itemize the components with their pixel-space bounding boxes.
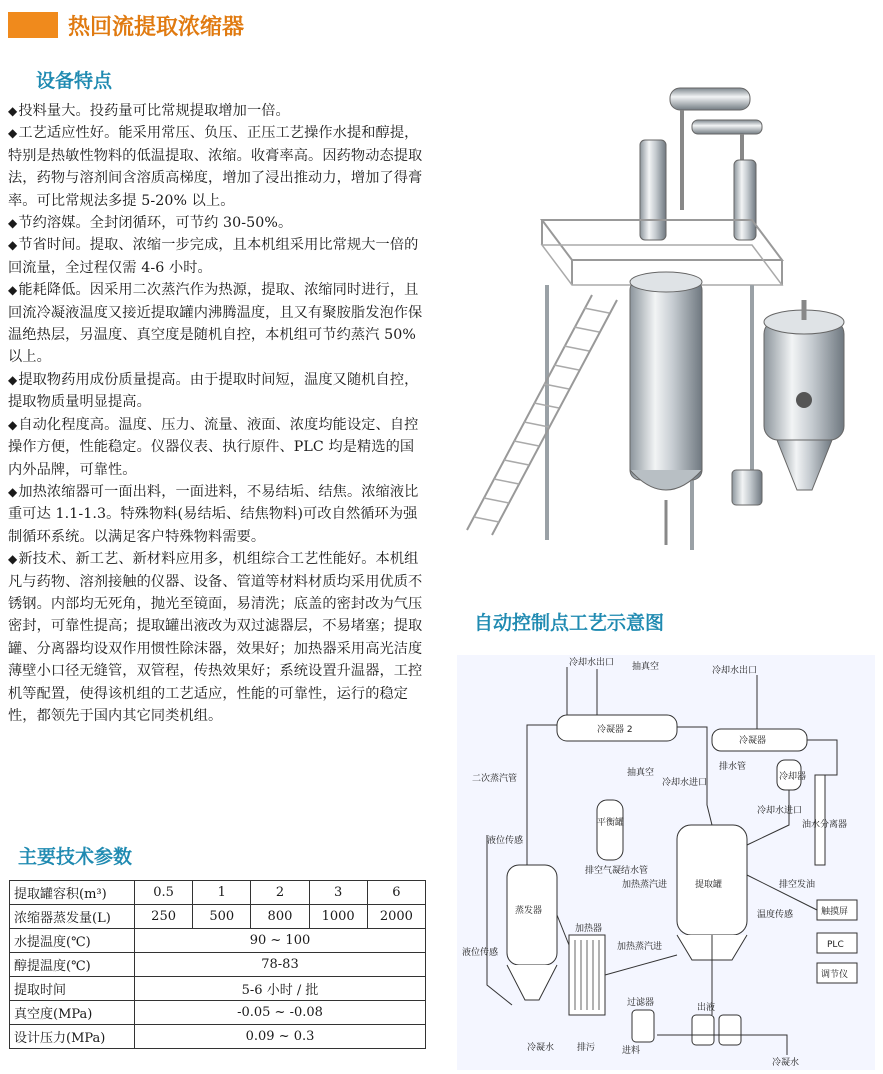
feature-item: ◆ 加热浓缩器可一面出料，一面进料，不易结垢、结焦。浓缩液比重可达 1.1-1.3。特殊物料(易结垢、结焦物料)可改自然循环为强制循环系统。以满足客户特殊物料需要。 xyxy=(8,481,426,548)
diagram-label: 二次蒸汽管 xyxy=(472,774,518,784)
param-value: 500 xyxy=(193,905,251,929)
diagram-label: 冷凝水 xyxy=(527,1043,555,1053)
features-list xyxy=(8,100,426,727)
param-value: 1000 xyxy=(309,905,367,929)
diagram-label: 冷却水进口 xyxy=(757,806,803,816)
param-value: 90 ~ 100 xyxy=(135,929,426,953)
feature-item: ◆ 能耗降低。因采用二次蒸汽作为热源，提取、浓缩同时进行，且回流冷凝液温度又接近提取罐内沸腾温度，且又有聚胺脂发泡作保温绝热层，另温度、真空度是随机自控，本机组可节约蒸汽 50% 以上。 xyxy=(8,279,426,369)
diagram-label: 冷却器 xyxy=(779,772,807,782)
diagram-label: 排空发油 xyxy=(779,880,816,890)
param-label: 提取时间 xyxy=(10,977,135,1001)
table-row xyxy=(10,1001,426,1025)
feature-item: ◆ 节省时间。提取、浓缩一步完成，且本机组采用比常规大一倍的回流量，全过程仅需 4-6 小时。 xyxy=(8,234,426,279)
feature-item: ◆ 节约溶媒。全封闭循环，可节约 30-50%。 xyxy=(8,212,426,234)
param-value: 5-6 小时 / 批 xyxy=(135,977,426,1001)
process-diagram xyxy=(457,655,875,1070)
features-heading: 设备特点 xyxy=(36,70,113,92)
param-value: 2000 xyxy=(367,905,425,929)
param-value: 3 xyxy=(309,881,367,905)
diagram-label: 排污 xyxy=(577,1043,596,1053)
param-label: 真空度(MPa) xyxy=(10,1001,135,1025)
param-value: 0.09 ~ 0.3 xyxy=(135,1025,426,1049)
table-row xyxy=(10,905,426,929)
param-label: 水提温度(℃) xyxy=(10,929,135,953)
table-row xyxy=(10,929,426,953)
diagram-label: 出液 xyxy=(697,1003,716,1013)
diagram-label: 进料 xyxy=(622,1046,641,1056)
diagram-label: 抽真空 xyxy=(632,662,660,672)
table-row xyxy=(10,953,426,977)
diagram-label: PLC xyxy=(827,940,844,950)
diagram-label: 冷凝器 2 xyxy=(597,725,633,735)
param-label: 提取罐容积(m³) xyxy=(10,881,135,905)
param-value: 6 xyxy=(367,881,425,905)
param-label: 浓缩器蒸发量(L) xyxy=(10,905,135,929)
diagram-label: 抽真空 xyxy=(627,768,655,778)
diagram-label: 过滤器 xyxy=(627,998,655,1008)
diagram-label: 加热蒸汽进 xyxy=(617,942,663,952)
feature-item: ◆ 投料量大。投药量可比常规提取增加一倍。 xyxy=(8,100,426,122)
diagram-label: 冷却水出口 xyxy=(569,658,615,668)
param-value: 1 xyxy=(193,881,251,905)
page-header xyxy=(8,10,244,40)
feature-item: ◆ 新技术、新工艺、新材料应用多，机组综合工艺性能好。本机组凡与药物、溶剂接触的仪器、设备、管道等材料材质均采用优质不锈钢。内部均无死角，抛光至镜面，易清洗；底盖的密封改为气压密封，可靠性提高；提取罐出液改为双过滤器层，不易堵塞；提取罐、分离器均设双作用惯性除沫器，效果好；加热器采用高光洁度薄壁小口径无缝管，双管程，传热效果好；系统设置升温器，工控机等配置，使得该机组的工艺适应，性能的可靠性，运行的稳定性，都领先于国内其它同类机组。 xyxy=(8,548,426,727)
param-value: -0.05 ~ -0.08 xyxy=(135,1001,426,1025)
table-row xyxy=(10,977,426,1001)
diagram-label: 排水管 xyxy=(719,762,747,772)
diagram-label: 液位传感 xyxy=(462,948,499,958)
param-value: 0.5 xyxy=(135,881,193,905)
table-row xyxy=(10,881,426,905)
param-value: 2 xyxy=(251,881,309,905)
title-accent-block xyxy=(8,12,58,38)
table-row xyxy=(10,1025,426,1049)
page-title: 热回流提取浓缩器 xyxy=(68,14,245,40)
param-value: 250 xyxy=(135,905,193,929)
params-table xyxy=(9,880,426,1049)
param-value: 800 xyxy=(251,905,309,929)
feature-item: ◆ 提取物药用成份质量提高。由于提取时间短，温度又随机自控，提取物质量明显提高。 xyxy=(8,369,426,414)
params-heading: 主要技术参数 xyxy=(18,846,133,868)
diagram-heading: 自动控制点工艺示意图 xyxy=(474,612,665,634)
diagram-label: 液位传感 xyxy=(487,836,524,846)
equipment-photo xyxy=(452,70,872,560)
feature-item: ◆ 工艺适应性好。能采用常压、负压、正压工艺操作水提和醇提，特别是热敏性物料的低温提取、浓缩。收膏率高。因药物动态提取法，药物与溶剂间含溶质高梯度，增加了浸出推动力，增加了得膏率。可比常规法多提 5-20% 以上。 xyxy=(8,122,426,212)
diagram-label: 冷却水进口 xyxy=(662,778,708,788)
diagram-label: 加热蒸汽进 xyxy=(622,880,668,890)
diagram-label: 触摸屏 xyxy=(821,907,849,917)
diagram-label: 油水分离器 xyxy=(802,820,848,830)
diagram-label: 蒸发器 xyxy=(515,906,543,916)
diagram-label: 平衡罐 xyxy=(597,818,625,828)
diagram-label: 温度传感 xyxy=(757,910,794,920)
param-value: 78-83 xyxy=(135,953,426,977)
diagram-label: 提取罐 xyxy=(695,880,723,890)
diagram-label: 调节仪 xyxy=(821,970,849,980)
param-label: 设计压力(MPa) xyxy=(10,1025,135,1049)
diagram-label: 排空气凝结水管 xyxy=(585,866,649,876)
param-label: 醇提温度(℃) xyxy=(10,953,135,977)
feature-item: ◆ 自动化程度高。温度、压力、流量、液面、浓度均能设定、自控操作方便，性能稳定。仪器仪表、执行原件、PLC 均是精选的国内外品牌，可靠性。 xyxy=(8,414,426,481)
diagram-label: 冷凝器 xyxy=(739,736,767,746)
diagram-label: 加热器 xyxy=(575,924,603,934)
diagram-label: 冷却水出口 xyxy=(712,666,758,676)
diagram-label: 冷凝水 xyxy=(772,1058,800,1068)
